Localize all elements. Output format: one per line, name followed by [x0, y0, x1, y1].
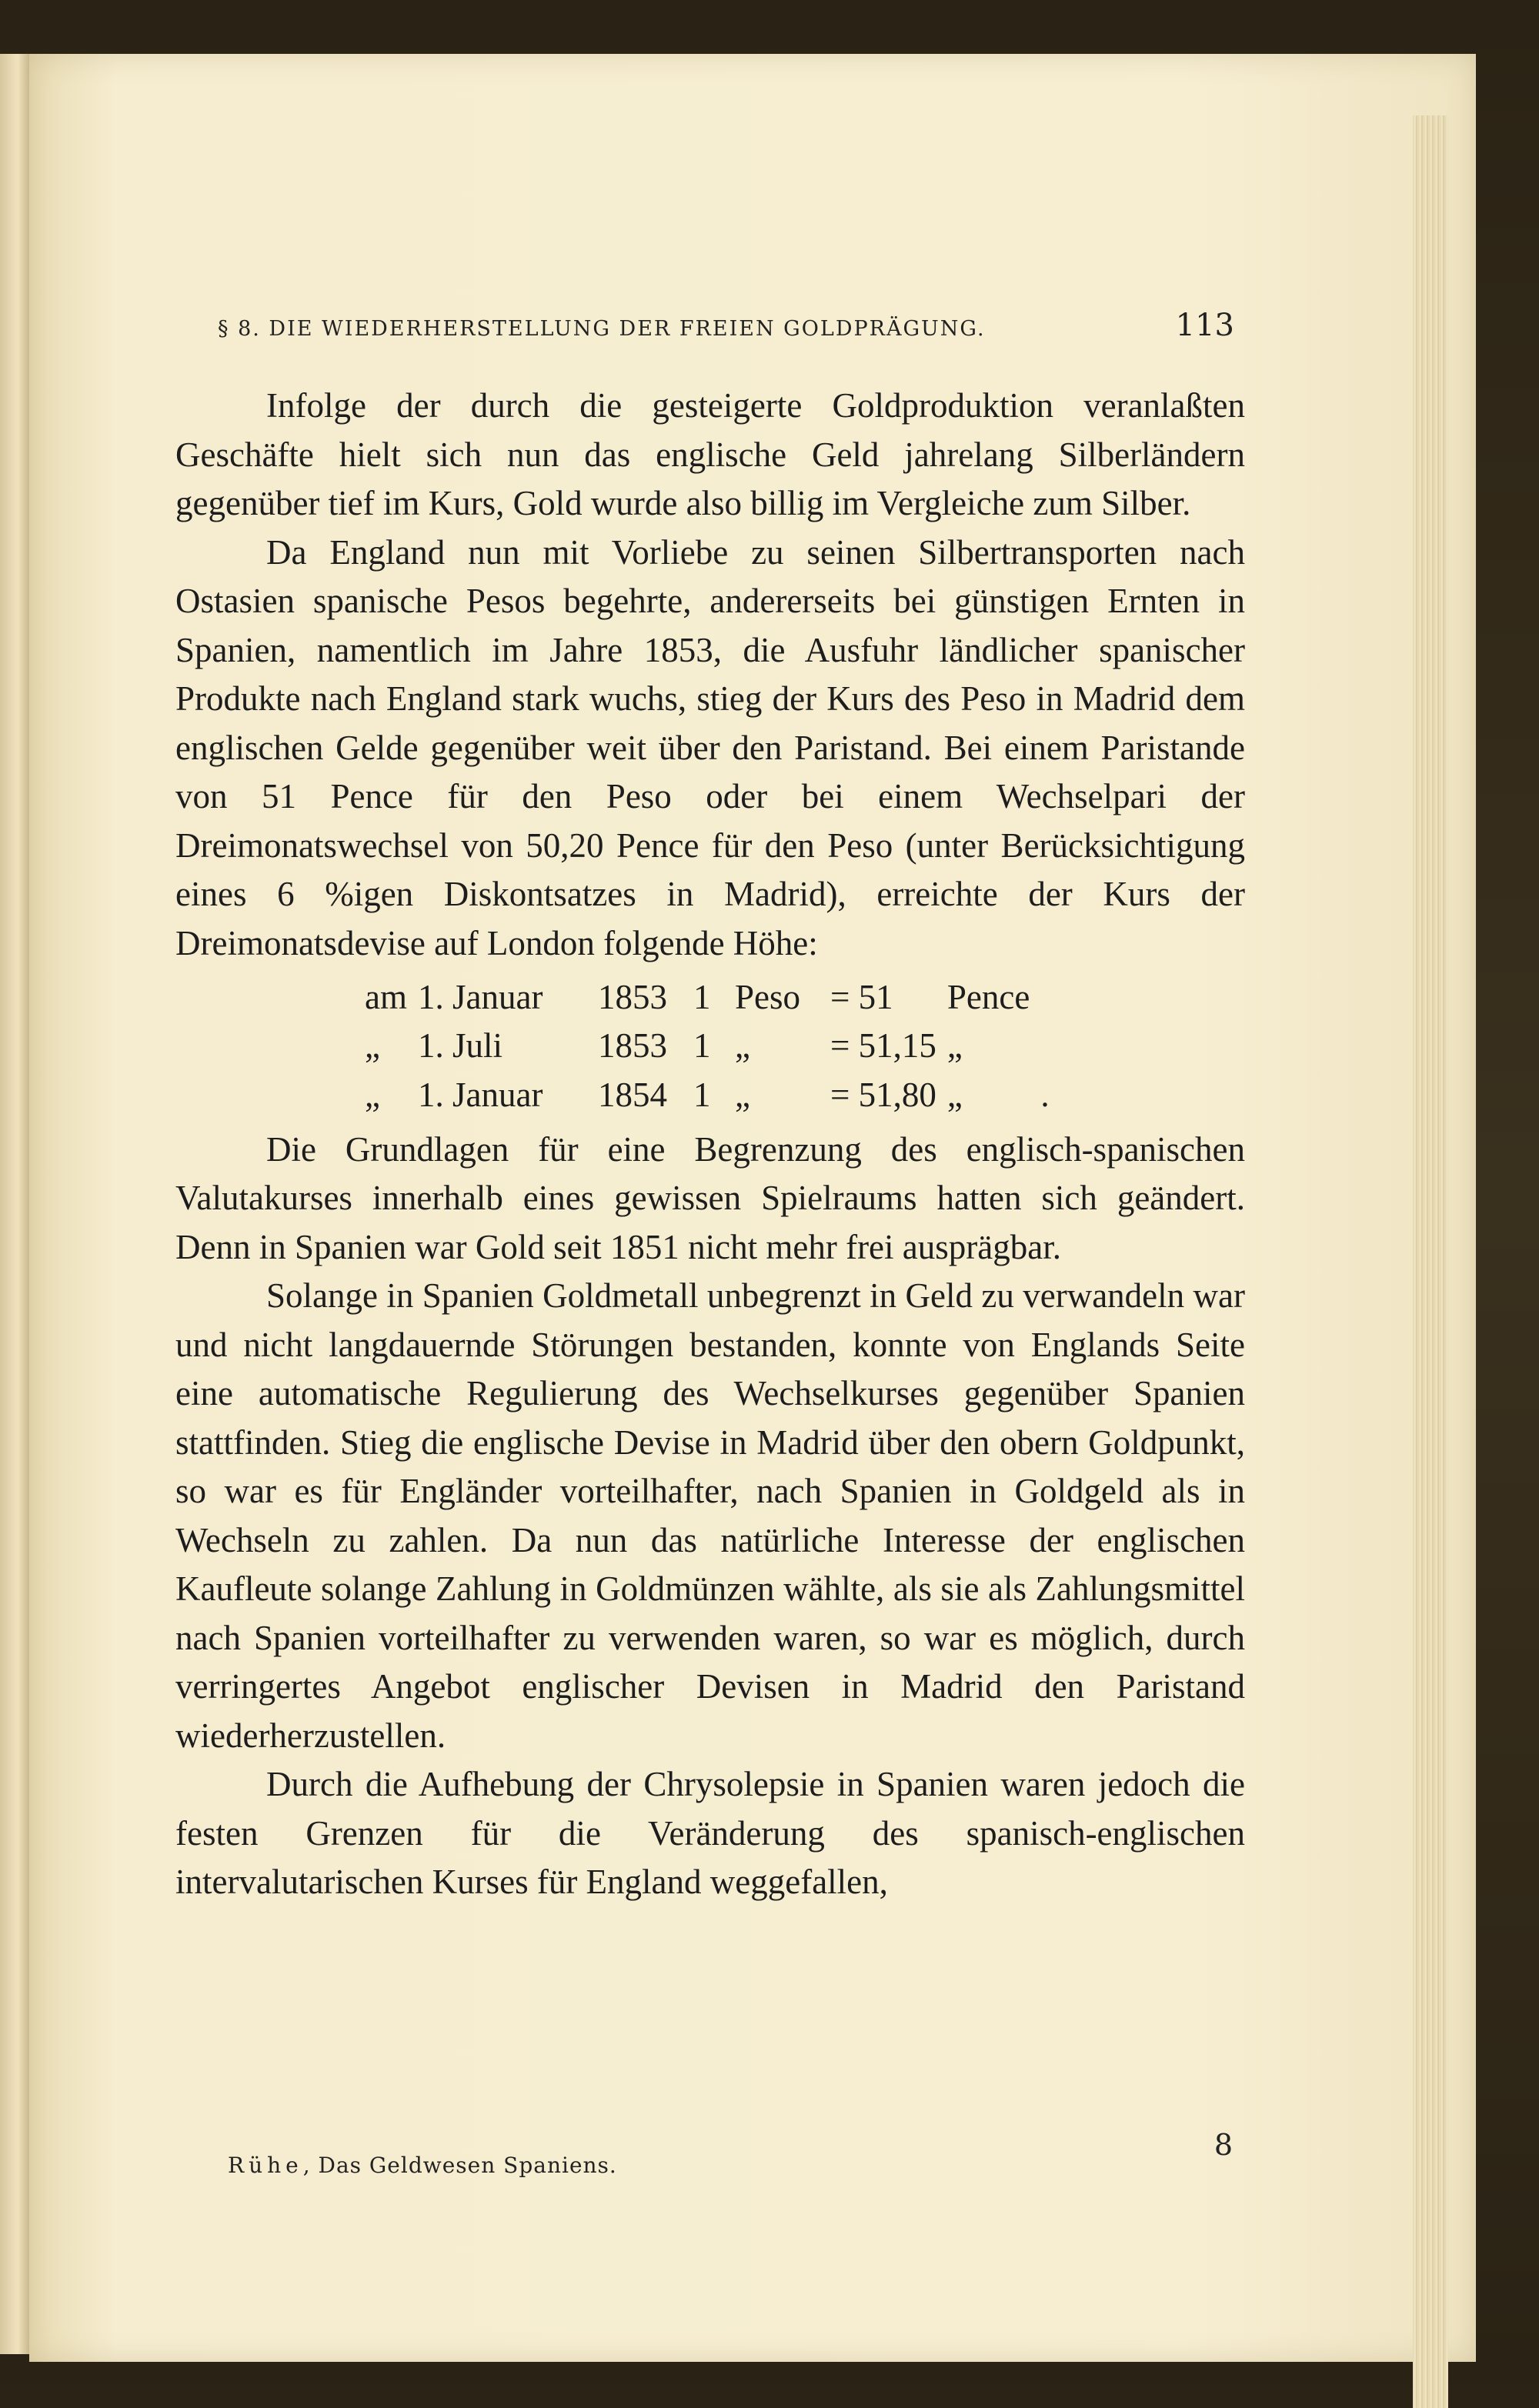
rate-end [1040, 1022, 1060, 1071]
rate-end: . [1040, 1075, 1050, 1114]
rate-unit: Peso [734, 977, 800, 1016]
rate-row [365, 972, 1060, 1022]
running-head [175, 308, 1245, 343]
rate-prefix: „ [365, 1075, 380, 1114]
paragraph-5: Durch die Aufhebung der Chrysolepsie in Spanien waren jedoch die festen Grenzen für die Veränderung des spanisch-englischen intervalutarischen Kurses für England weggefallen, [175, 1765, 1245, 1901]
paragraph-3: Die Grundlagen für eine Begrenzung des englisch-spanischen Valutakurses innerhalb eines gewissen Spielraums hatten sich geändert. Denn in Spanien war Gold seit 1851 nicht mehr frei ausprägbar. [175, 1129, 1245, 1266]
paragraph-1: Infolge der durch die gesteigerte Goldproduktion veranlaßten Geschäfte hielt sich nun das englische Geld jahrelang Silberländern gegenüber tief im Kurs, Gold wurde also billig im Vergleiche zum Silber. [175, 386, 1245, 522]
rate-currency: „ [946, 1075, 963, 1114]
rate-date: 1. Januar [417, 977, 543, 1016]
rate-end [1040, 972, 1060, 1022]
page-number: 113 [1175, 308, 1234, 343]
book-page [29, 54, 1476, 2362]
rate-date: 1. Januar [417, 1075, 543, 1114]
rate-currency: „ [946, 1026, 963, 1066]
left-page-edge [0, 54, 29, 2354]
rate-quantity: 1 [693, 977, 711, 1016]
rate-value: = 51 [830, 977, 893, 1016]
rate-unit: „ [734, 1026, 750, 1066]
rate-quantity: 1 [693, 1026, 711, 1066]
imprint-title: , Das Geldwesen Spaniens. [302, 2153, 617, 2178]
rate-unit: „ [734, 1075, 750, 1114]
page-content [175, 308, 1245, 1907]
rate-currency: Pence [946, 977, 1030, 1016]
signature-mark: 8 [1214, 2128, 1233, 2162]
rate-value: = 51,80 [830, 1075, 936, 1114]
page-fore-edge [1413, 115, 1448, 2408]
rate-row [365, 1070, 1060, 1119]
rate-date: 1. Juli [417, 1026, 503, 1066]
book-imprint [228, 2153, 617, 2178]
rate-year: 1854 [597, 1075, 667, 1114]
rate-value: = 51,15 [830, 1026, 936, 1066]
rate-quantity: 1 [693, 1075, 711, 1114]
rate-year: 1853 [597, 1026, 667, 1066]
paragraph-2: Da England nun mit Vorliebe zu seinen Silbertransporten nach Ostasien spanische Pesos begehrte, andererseits bei günstigen Ernten in Spanien, namentlich im Jahre 1853, die Ausfuhr ländlicher spanischer Produkte nach England stark wuchs, stieg der Kurs des Peso in Madrid dem englischen Gelde gegenüber weit über den Paristand. Bei einem Paristande von 51 Pence für den Peso oder bei einem Wechselpari der Dreimonatswechsel von 50,20 Pence für den Peso (unter Berücksichtigung eines 6 %igen Diskontsatzes in Madrid), erreichte der Kurs der Dreimonatsdevise auf London folgende Höhe: [175, 532, 1245, 962]
rate-row [365, 1022, 1060, 1071]
rate-prefix: am [365, 977, 407, 1016]
paragraph-4: Solange in Spanien Goldmetall unbegrenzt in Geld zu verwandeln war und nicht langdauernde Störungen bestanden, konnte von Englands Seite eine automatische Regulierung des Wechselkurses gegenüber Spanien stattfinden. Stieg die englische Devise in Madrid über den obern Goldpunkt, so war es für Engländer vorteilhafter, nach Spanien in Goldgeld als in Wechseln zu zahlen. Da nun das natürliche Interesse der englischen Kaufleute solange Zahlung in Goldmünzen wählte, als sie als Zahlungsmittel nach Spanien vorteilhafter zu verwenden waren, so war es möglich, durch verringertes Angebot englischer Devisen in Madrid den Paristand wiederherzustellen. [175, 1276, 1245, 1755]
rate-year: 1853 [597, 977, 667, 1016]
rate-prefix: „ [365, 1026, 380, 1066]
exchange-rate-table [365, 972, 1060, 1119]
page-footer [175, 2128, 1245, 2178]
running-head-title: § 8. DIE WIEDERHERSTELLUNG DER FREIEN GOLDPRÄGUNG. [218, 317, 986, 341]
imprint-author: Rühe [228, 2153, 303, 2178]
